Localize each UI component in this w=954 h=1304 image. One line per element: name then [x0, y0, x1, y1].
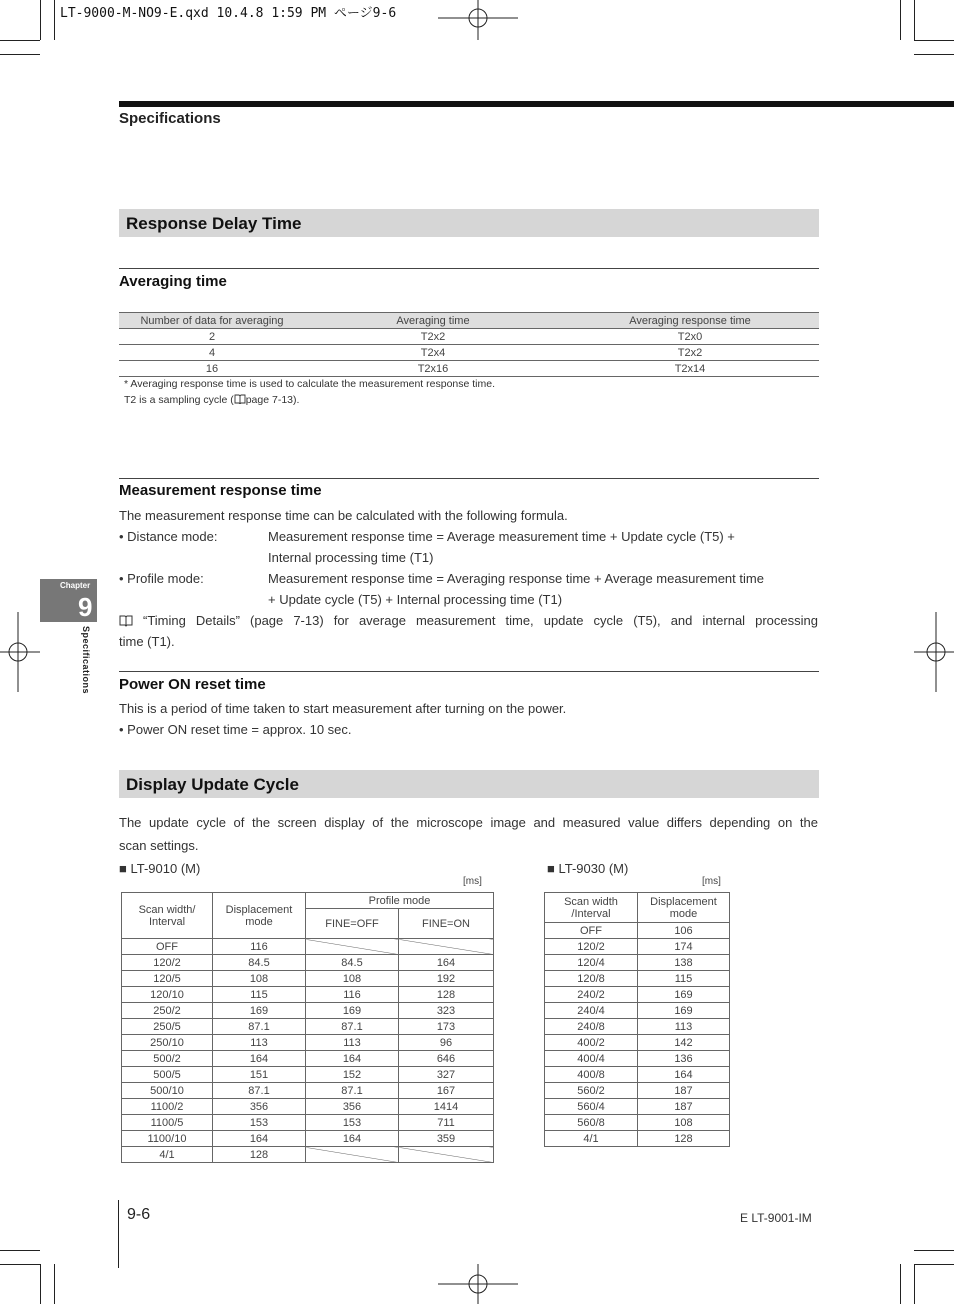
table-cell: 138 — [638, 955, 730, 971]
table-cell: 4 — [119, 345, 305, 361]
table-cell — [306, 1147, 399, 1163]
paragraph: This is a period of time taken to start measurement after turning on the power. — [119, 701, 567, 716]
section-band-display-update — [119, 770, 819, 798]
table-cell: 359 — [399, 1131, 494, 1147]
table-cell: 711 — [399, 1115, 494, 1131]
table-cell: 164 — [399, 955, 494, 971]
column-header: Scan width /Interval — [545, 893, 638, 923]
table-cell: 84.5 — [306, 955, 399, 971]
table-cell: 115 — [213, 987, 306, 1003]
table-cell: 153 — [213, 1115, 306, 1131]
table-cell: 1100/2 — [122, 1099, 213, 1115]
table-cell: 120/8 — [545, 971, 638, 987]
table-cell: 96 — [399, 1035, 494, 1051]
table-cell: 2 — [119, 329, 305, 345]
table-row — [545, 1099, 730, 1115]
table-row — [122, 1067, 494, 1083]
table-cell: 169 — [638, 1003, 730, 1019]
table-cell: T2x16 — [305, 361, 561, 377]
table-row — [545, 923, 730, 939]
table-cell: 108 — [306, 971, 399, 987]
column-header: Number of data for averaging — [119, 313, 305, 329]
section-title: Display Update Cycle — [126, 775, 299, 794]
table-cell: 84.5 — [213, 955, 306, 971]
table-cell: 500/2 — [122, 1051, 213, 1067]
table-cell: 400/4 — [545, 1051, 638, 1067]
registration-mark-icon — [914, 612, 954, 692]
table-cell: T2x4 — [305, 345, 561, 361]
section-band-response-delay — [119, 209, 819, 237]
bullet-label: • Distance mode: — [119, 529, 218, 544]
note-text: page 7-13). — [245, 394, 300, 406]
table-cell: 113 — [638, 1019, 730, 1035]
subheading-measurement: Measurement response time — [119, 482, 322, 499]
table-cell: 87.1 — [213, 1083, 306, 1099]
table-cell: 240/8 — [545, 1019, 638, 1035]
table-row — [122, 971, 494, 987]
table-cell: 327 — [399, 1067, 494, 1083]
chapter-number: 9 — [78, 592, 93, 622]
table-cell: 108 — [213, 971, 306, 987]
table-cell: 113 — [213, 1035, 306, 1051]
table-cell: 120/2 — [122, 955, 213, 971]
unit-label: [ms] — [463, 876, 482, 887]
section-title: Response Delay Time — [126, 214, 302, 233]
registration-mark-icon — [438, 0, 518, 40]
table-cell: 1100/5 — [122, 1115, 213, 1131]
crop-mark — [40, 0, 41, 40]
table-cell: 136 — [638, 1051, 730, 1067]
footer-rule — [118, 1200, 119, 1268]
table-row — [545, 955, 730, 971]
table-row — [119, 329, 819, 345]
divider — [119, 478, 819, 479]
table-cell: 87.1 — [306, 1083, 399, 1099]
crop-mark — [914, 1264, 954, 1265]
table-row — [119, 361, 819, 377]
table-cell: 128 — [213, 1147, 306, 1163]
column-header: Averaging response time — [561, 313, 819, 329]
table-cell: 120/10 — [122, 987, 213, 1003]
column-header: Displacement mode — [638, 893, 730, 923]
table-cell: 169 — [638, 987, 730, 1003]
table-cell: 1100/10 — [122, 1131, 213, 1147]
table-row — [545, 971, 730, 987]
table-row — [122, 955, 494, 971]
table-cell: 153 — [306, 1115, 399, 1131]
running-head: Specifications — [119, 110, 221, 127]
table-cell: 192 — [399, 971, 494, 987]
divider — [119, 671, 819, 672]
registration-mark-icon — [0, 612, 40, 692]
averaging-note: * Averaging response time is used to calculate the measurement response time. — [124, 378, 496, 390]
column-header: FINE=OFF — [306, 909, 399, 939]
formula-line: Measurement response time = Average measurement time + Update cycle (T5) + — [268, 529, 735, 544]
paragraph: • Power ON reset time = approx. 10 sec. — [119, 722, 352, 737]
table-row — [545, 1115, 730, 1131]
table-cell: OFF — [545, 923, 638, 939]
table-cell: 164 — [213, 1051, 306, 1067]
table-row — [122, 1003, 494, 1019]
table-cell: 87.1 — [306, 1019, 399, 1035]
crop-mark — [0, 40, 40, 41]
crop-mark — [900, 0, 901, 40]
crop-mark — [54, 0, 55, 40]
table-row — [545, 1131, 730, 1147]
crop-mark — [54, 1264, 55, 1304]
crop-mark — [914, 1264, 915, 1304]
reference-line: “Timing Details” (page 7-13) for average measurement time, update cycle (T5), and internal processing — [143, 613, 818, 628]
table-title-lt9010: ■ LT-9010 (M) — [119, 861, 201, 876]
table-cell: 400/8 — [545, 1067, 638, 1083]
table-row — [122, 1099, 494, 1115]
table-cell: 142 — [638, 1035, 730, 1051]
table-cell: 108 — [638, 1115, 730, 1131]
table-cell: 1414 — [399, 1099, 494, 1115]
table-cell: 323 — [399, 1003, 494, 1019]
page-number: 9-6 — [127, 1206, 151, 1223]
paragraph: scan settings. — [119, 838, 199, 853]
crop-mark — [0, 54, 40, 55]
table-cell: 250/5 — [122, 1019, 213, 1035]
table-cell: 116 — [306, 987, 399, 1003]
subheading-averaging: Averaging time — [119, 273, 227, 290]
table-row — [545, 987, 730, 1003]
table-cell: 120/5 — [122, 971, 213, 987]
column-header: Profile mode — [306, 893, 494, 909]
crop-mark — [0, 1264, 40, 1265]
formula-line: Measurement response time = Averaging response time + Average measurement time — [268, 571, 764, 586]
crop-mark — [914, 54, 954, 55]
table-row — [122, 1131, 494, 1147]
table-cell: 560/2 — [545, 1083, 638, 1099]
table-cell: 560/8 — [545, 1115, 638, 1131]
table-cell: 116 — [213, 939, 306, 955]
column-header: Scan width/ Interval — [122, 893, 213, 939]
note-text: T2 is a sampling cycle ( — [124, 394, 234, 406]
table-cell: T2x2 — [305, 329, 561, 345]
table-cell: 169 — [306, 1003, 399, 1019]
reference-line: time (T1). — [119, 634, 175, 649]
chapter-tab — [40, 579, 97, 622]
table-row — [122, 1147, 494, 1163]
table-cell: 128 — [399, 987, 494, 1003]
table-row — [122, 1115, 494, 1131]
paragraph: The measurement response time can be calculated with the following formula. — [119, 508, 568, 523]
table-row — [545, 1003, 730, 1019]
table-row — [545, 939, 730, 955]
table-cell: 16 — [119, 361, 305, 377]
table-cell — [306, 939, 399, 955]
table-cell: 250/2 — [122, 1003, 213, 1019]
table-row — [119, 345, 819, 361]
table-cell: 151 — [213, 1067, 306, 1083]
table-cell: 187 — [638, 1099, 730, 1115]
table-cell: 400/2 — [545, 1035, 638, 1051]
top-bar — [119, 101, 954, 107]
table-cell: 164 — [306, 1131, 399, 1147]
formula-line: Internal processing time (T1) — [268, 550, 434, 565]
file-header: LT-9000-M-NO9-E.qxd 10.4.8 1:59 PM ページ9-6 — [60, 6, 397, 21]
crop-mark — [914, 40, 954, 41]
crop-mark — [914, 0, 915, 40]
paragraph: The update cycle of the screen display of the microscope image and measured value differs depending on the — [119, 815, 818, 830]
table-cell: 87.1 — [213, 1019, 306, 1035]
book-icon — [119, 615, 133, 627]
table-cell: 113 — [306, 1035, 399, 1051]
table-row — [122, 1051, 494, 1067]
table-cell: 356 — [213, 1099, 306, 1115]
table-cell: 4/1 — [122, 1147, 213, 1163]
table-cell: 169 — [213, 1003, 306, 1019]
table-row — [545, 1051, 730, 1067]
bullet-label: • Profile mode: — [119, 571, 204, 586]
table-cell: 164 — [306, 1051, 399, 1067]
table-cell: 128 — [638, 1131, 730, 1147]
table-cell: T2x2 — [561, 345, 819, 361]
table-cell: 500/5 — [122, 1067, 213, 1083]
table-row — [545, 1067, 730, 1083]
table-cell: OFF — [122, 939, 213, 955]
table-row — [122, 1035, 494, 1051]
registration-mark-icon — [438, 1264, 518, 1304]
crop-mark — [900, 1264, 901, 1304]
table-cell: 240/2 — [545, 987, 638, 1003]
table-cell: 240/4 — [545, 1003, 638, 1019]
book-icon — [234, 394, 246, 404]
crop-mark — [40, 1264, 41, 1304]
crop-mark — [0, 1250, 40, 1251]
unit-label: [ms] — [702, 876, 721, 887]
doc-code: E LT-9001-IM — [740, 1211, 812, 1225]
table-row — [122, 1019, 494, 1035]
table-cell: 167 — [399, 1083, 494, 1099]
table-cell — [399, 1147, 494, 1163]
table-cell: 164 — [638, 1067, 730, 1083]
formula-line: + Update cycle (T5) + Internal processing time (T1) — [268, 592, 563, 607]
table-row — [122, 987, 494, 1003]
table-row — [545, 1083, 730, 1099]
table-cell: 646 — [399, 1051, 494, 1067]
table-cell: T2x0 — [561, 329, 819, 345]
crop-mark — [914, 1250, 954, 1251]
averaging-table — [119, 312, 819, 377]
table-row — [122, 1083, 494, 1099]
column-header: Averaging time — [305, 313, 561, 329]
table-cell: 187 — [638, 1083, 730, 1099]
table-cell: 106 — [638, 923, 730, 939]
table-cell: 174 — [638, 939, 730, 955]
table-cell: 173 — [399, 1019, 494, 1035]
table-cell: 560/4 — [545, 1099, 638, 1115]
table-cell: 500/10 — [122, 1083, 213, 1099]
table-cell: 152 — [306, 1067, 399, 1083]
table-cell: 120/2 — [545, 939, 638, 955]
column-header: Displacement mode — [213, 893, 306, 939]
column-header: FINE=ON — [399, 909, 494, 939]
table-cell: 115 — [638, 971, 730, 987]
table-cell: 120/4 — [545, 955, 638, 971]
table-cell: 164 — [213, 1131, 306, 1147]
table-cell: 356 — [306, 1099, 399, 1115]
subheading-power: Power ON reset time — [119, 676, 266, 693]
averaging-note-ref — [124, 394, 299, 406]
table-row — [545, 1019, 730, 1035]
table-cell: 4/1 — [545, 1131, 638, 1147]
table-cell: 250/10 — [122, 1035, 213, 1051]
table-cell: T2x14 — [561, 361, 819, 377]
table-row — [122, 939, 494, 955]
lt9010-table — [121, 892, 494, 1163]
side-vertical-label: Specifications — [81, 626, 91, 695]
divider — [119, 268, 819, 269]
table-title-lt9030: ■ LT-9030 (M) — [547, 861, 629, 876]
lt9030-table — [544, 892, 730, 1147]
table-cell — [399, 939, 494, 955]
table-row — [545, 1035, 730, 1051]
chapter-label: Chapter — [60, 581, 91, 590]
